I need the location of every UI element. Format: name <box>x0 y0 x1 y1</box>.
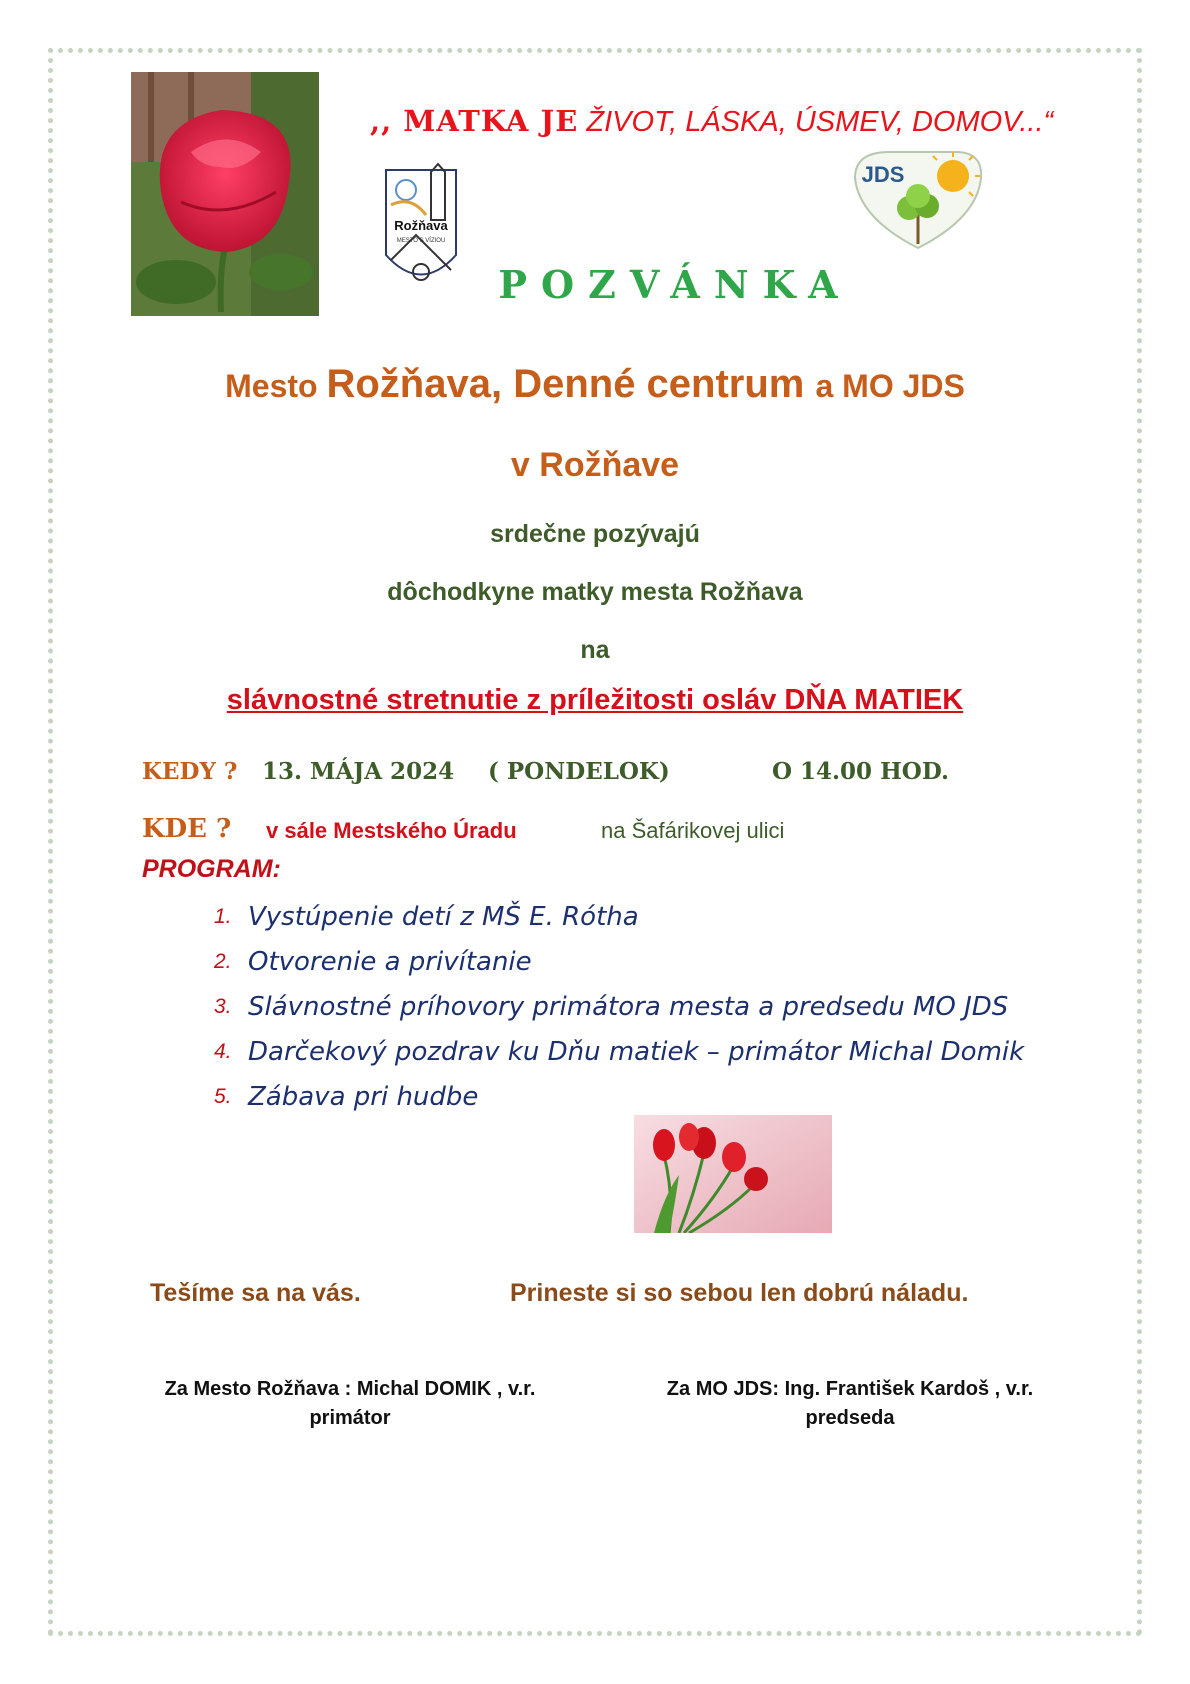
when-label: KEDY ? <box>142 758 238 785</box>
invite-line-3: na <box>580 636 610 664</box>
footer-greeting: Tešíme sa na vás. <box>150 1279 361 1307</box>
where-place: v sále Mestského Úradu <box>266 818 517 843</box>
program-item-text: Vystúpenie detí z MŠ E. Rótha <box>248 901 639 932</box>
invitation-title: POZVÁNKA <box>498 262 852 307</box>
city-logo-name: Rožňava <box>394 218 448 233</box>
roznava-city-logo <box>376 160 466 294</box>
program-item-text: Slávnostné príhovory primátora mesta a predsedu MO JDS <box>248 991 1009 1022</box>
when-time: O 14.00 HOD. <box>772 758 949 785</box>
signature-role: primátor <box>309 1407 391 1429</box>
invite-line-1: srdečne pozývajú <box>490 520 700 548</box>
signature-jds <box>640 1378 1060 1430</box>
program-item-text: Zábava pri hudbe <box>248 1081 479 1112</box>
program-item-text: Darčekový pozdrav ku Dňu matiek – primátor Michal Domik <box>248 1036 1025 1067</box>
program-item <box>214 1074 1074 1119</box>
program-item-number: 1. <box>214 904 232 928</box>
where-label: KDE ? <box>142 814 232 844</box>
program-item-text: Otvorenie a privítanie <box>248 946 532 977</box>
organizers-location: v Rožňave <box>510 446 680 484</box>
program-item <box>214 1029 1074 1074</box>
rose-photo <box>131 72 319 316</box>
when-day: ( PONDELOK) <box>488 758 670 785</box>
program-list <box>214 894 1074 1119</box>
program-item-number: 4. <box>214 1039 232 1063</box>
organizers-a: a <box>815 368 843 404</box>
where-street: na Šafárikovej ulici <box>601 818 785 843</box>
motto-part-2: ŽIVOT, LÁSKA, ÚSMEV, DOMOV...“ <box>578 106 1054 138</box>
jds-logo <box>849 148 987 250</box>
organizers-line <box>120 362 1070 407</box>
program-item <box>214 894 1074 939</box>
organizers-main: Rožňava, Denné centrum <box>326 362 816 406</box>
program-item-number: 2. <box>214 949 232 973</box>
program-label: PROGRAM: <box>142 855 281 883</box>
signature-city <box>130 1378 570 1430</box>
footer-note: Prineste si so sebou len dobrú náladu. <box>510 1279 969 1307</box>
city-logo-tagline: MESTO S VÍZIOU <box>396 238 446 244</box>
motto-quote <box>370 104 1060 139</box>
program-item-number: 5. <box>214 1084 232 1108</box>
program-item <box>214 939 1074 984</box>
jds-logo-text: JDS <box>861 162 905 187</box>
program-item-number: 3. <box>214 994 232 1018</box>
signature-role: predseda <box>805 1407 895 1429</box>
tulips-photo <box>634 1115 832 1233</box>
invite-line-2: dôchodkyne matky mesta Rožňava <box>387 578 803 606</box>
motto-part-1: ,, MATKA JE <box>370 104 579 138</box>
program-item <box>214 984 1074 1029</box>
when-date: 13. MÁJA 2024 <box>262 758 455 785</box>
event-name: slávnostné stretnutie z príležitosti osláv DŇA MATIEK <box>226 684 964 716</box>
signature-name: Za MO JDS: Ing. František Kardoš , v.r. <box>666 1378 1034 1400</box>
signature-name: Za Mesto Rožňava : Michal DOMIK , v.r. <box>164 1378 536 1400</box>
organizers-mesto: Mesto <box>225 368 327 404</box>
organizers-jds: MO JDS <box>842 368 965 404</box>
